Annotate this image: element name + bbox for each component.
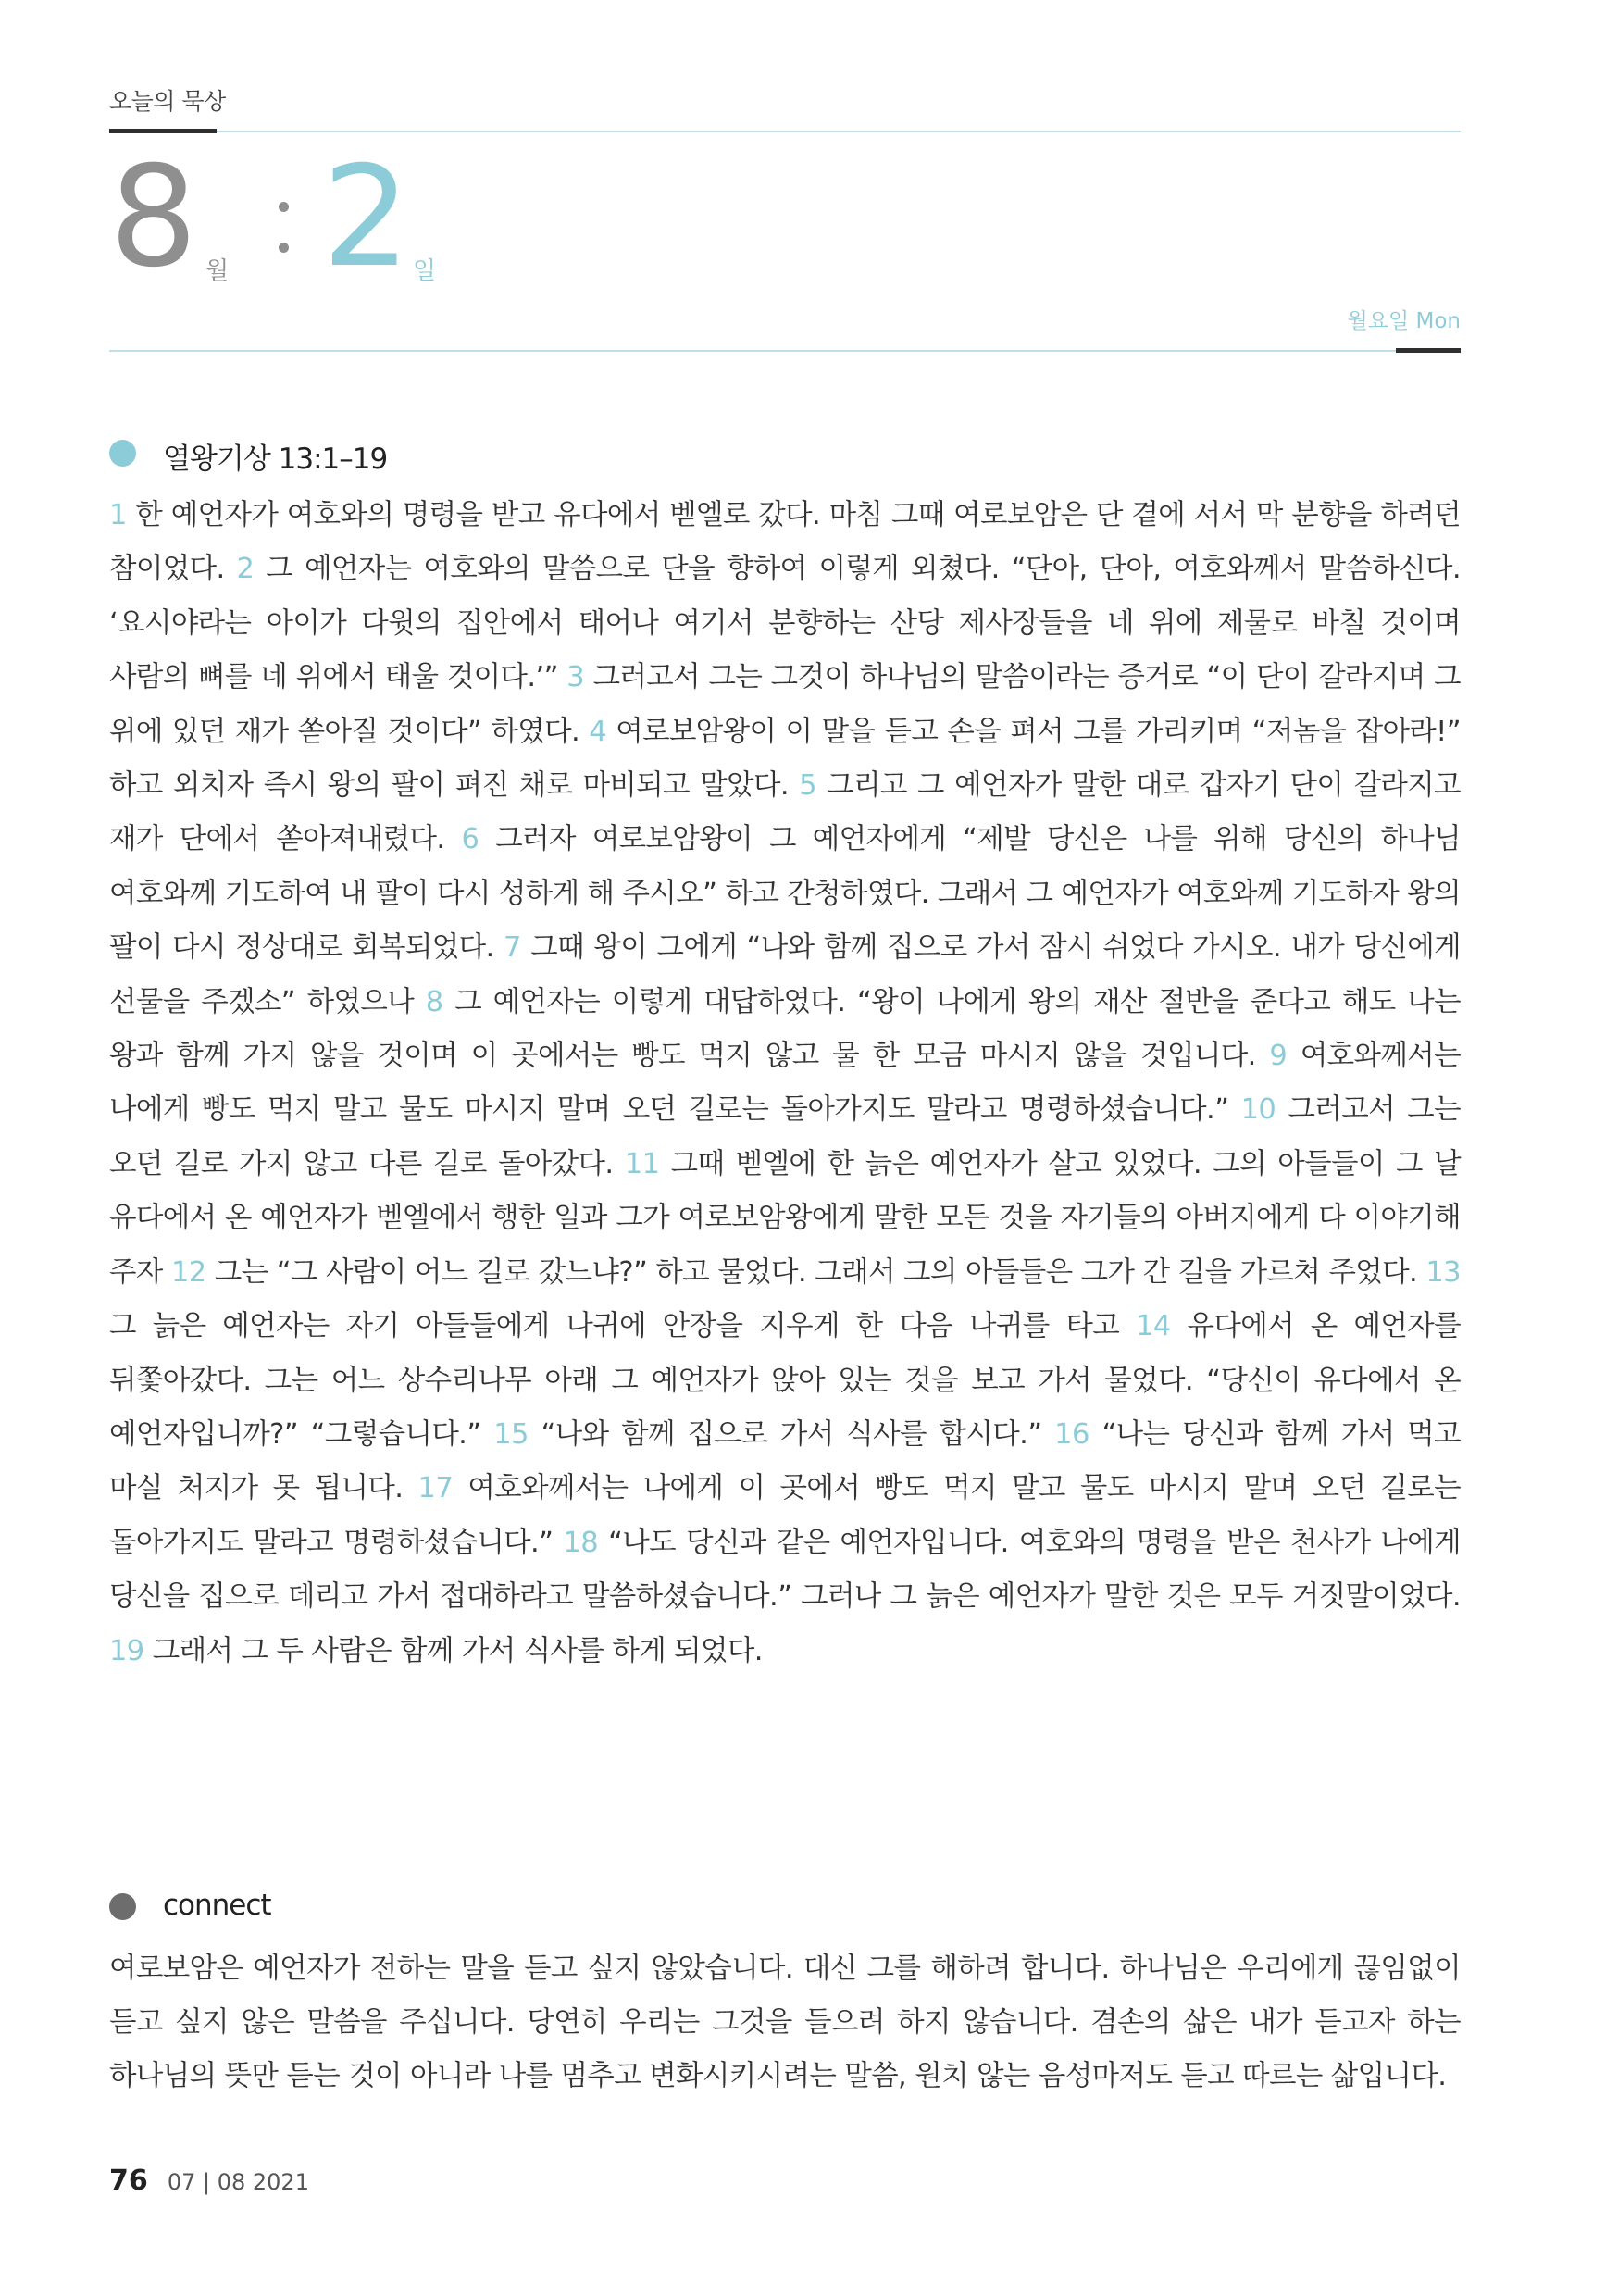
header-divider xyxy=(109,131,1461,132)
header-label: 오늘의 묵상 xyxy=(109,88,226,115)
verse-number: 17 xyxy=(417,1472,454,1505)
verse-number: 15 xyxy=(493,1417,529,1451)
bullet-dot-icon xyxy=(109,1893,136,1920)
verse-text: 그때 벧엘에 한 늙은 예언자가 살고 있었다. 그의 아들들이 그 날 유다에서 온 예언자가 벧엘에서 행한 일과 그가 여로보암왕에게 말한 모든 것을 자기들의 아버지에게 다 이야기해 주자 xyxy=(109,1147,1461,1289)
verse-number: 10 xyxy=(1240,1093,1276,1127)
verse xyxy=(171,1256,1417,1289)
verse-text: 그 예언자는 이렇게 대답하였다. “왕이 나에게 왕의 재산 절반을 준다고 해도 나는 왕과 함께 가지 않을 것이며 이 곳에서는 빵도 먹지 않고 물 한 모금 마시지 않을 것입니다. xyxy=(109,985,1461,1073)
verse-text: “나는 당신과 함께 가서 먹고 마실 처지가 못 됩니다. xyxy=(109,1417,1461,1505)
date-day: 2 xyxy=(322,137,407,298)
verse-number: 4 xyxy=(589,715,607,748)
bullet-dot-icon xyxy=(109,440,136,467)
verse-number: 2 xyxy=(236,553,255,586)
verse xyxy=(109,1635,763,1667)
page-number: 76 xyxy=(109,2165,148,2197)
verse-text: “나와 함께 집으로 가서 식사를 합시다.” xyxy=(541,1417,1042,1451)
connect-text: 여로보암은 예언자가 전하는 말을 듣고 싶지 않았습니다. 대신 그를 해하려 합니다. 하나님은 우리에게 끊임없이 듣고 싶지 않은 말씀을 주십니다. 당연히 우리는 그것을 들으려 하지 않습니다. 겸손의 삶은 내가 듣고자 하는 하나님의 뜻만 듣는 것이 아니라 나를 멈추고 변화시키시려는 말씀, 원치 않는 음성마저도 듣고 따르는 삶입니다. xyxy=(109,1953,1461,2092)
connect-title: connect xyxy=(163,1889,271,1922)
verse xyxy=(493,1418,1041,1451)
verse-number: 8 xyxy=(425,985,443,1018)
verse-text: 그 예언자는 여호와의 말씀으로 단을 향하여 이렇게 외쳤다. “단아, 단아, 여호와께서 말씀하신다. ‘요시야라는 아이가 다윗의 집안에서 태어나 여기서 분향하는 산당 제사장들을 네 위에 제물로 바칠 것이며 사람의 뼈를 네 위에서 태울 것이다.’” xyxy=(109,553,1461,694)
header-divider-accent xyxy=(109,129,217,133)
verse-number: 11 xyxy=(624,1147,660,1180)
verse-text: 그러자 여로보암왕이 그 예언자에게 “제발 당신은 나를 위해 당신의 하나님 여호와께 기도하여 내 팔이 다시 성하게 해 주시오” 하고 간청하였다. 그래서 그 예언자가 여호와께 기도하자 왕의 팔이 다시 정상대로 회복되었다. xyxy=(109,823,1461,965)
issue-date: 07 | 08 2021 xyxy=(167,2169,309,2195)
verse-text: 여호와께서는 나에게 빵도 먹지 말고 물도 마시지 말며 오던 길로는 돌아가지도 말라고 명령하셨습니다.” xyxy=(109,1040,1461,1127)
date-colon-bottom-dot xyxy=(279,243,289,253)
scripture-passage xyxy=(109,489,1461,1678)
page-footer xyxy=(109,2165,309,2197)
verse-number: 7 xyxy=(503,931,521,965)
verse-text: 그래서 그 두 사람은 함께 가서 식사를 하게 되었다. xyxy=(152,1634,763,1667)
verse-text: 그때 왕이 그에게 “나와 함께 집으로 가서 잠시 쉬었다 가시오. 내가 당신에게 선물을 주겠소” 하였으나 xyxy=(109,931,1461,1018)
verse-text: 그리고 그 예언자가 말한 대로 갑자기 단이 갈라지고 재가 단에서 쏟아져내렸다. xyxy=(109,769,1461,856)
verse-number: 14 xyxy=(1136,1310,1171,1343)
verse-number: 9 xyxy=(1269,1040,1288,1073)
weekday-label: 월요일 Mon xyxy=(1347,309,1461,333)
verse-text: 여로보암왕이 이 말을 듣고 손을 펴서 그를 가리키며 “저놈을 잡아라!” 하고 외치자 즉시 왕의 팔이 펴진 채로 마비되고 말았다. xyxy=(109,715,1462,803)
verse-number: 3 xyxy=(566,661,585,694)
date-day-unit: 일 xyxy=(413,257,437,285)
verse-number: 19 xyxy=(109,1634,144,1667)
date-month-unit: 월 xyxy=(205,257,230,285)
verse-text: 그러고서 그는 그것이 하나님의 말씀이라는 증거로 “이 단이 갈라지며 그 위에 있던 재가 쏟아질 것이다” 하였다. xyxy=(109,661,1461,748)
verse-text: “나도 당신과 같은 예언자입니다. 여호와의 명령을 받은 천사가 나에게 당신을 집으로 데리고 가서 접대하라고 말씀하셨습니다.” 그러나 그 늙은 예언자가 말한 것은 모두 거짓말이었다. xyxy=(109,1526,1461,1614)
verse-text: 그러고서 그는 오던 길로 가지 않고 다른 길로 돌아갔다. xyxy=(109,1093,1461,1180)
date-divider-accent xyxy=(1396,348,1461,353)
verse-number: 18 xyxy=(563,1526,599,1559)
date-divider xyxy=(109,350,1461,352)
verse-text: 한 예언자가 여호와의 명령을 받고 유다에서 벧엘로 갔다. 마침 그때 여로보암은 단 곁에 서서 막 분향을 하려던 참이었다. xyxy=(109,499,1461,586)
verse-number: 6 xyxy=(461,823,479,856)
verse-number: 16 xyxy=(1054,1417,1089,1451)
verse-number: 12 xyxy=(170,1255,206,1289)
verse-number: 5 xyxy=(799,769,816,803)
verse-number: 13 xyxy=(1425,1255,1461,1289)
verse-text: 그는 “그 사람이 어느 길로 갔느냐?” 하고 물었다. 그래서 그의 아들들은 그가 간 길을 가르쳐 주었다. xyxy=(214,1255,1418,1289)
verse-text: 여호와께서는 나에게 이 곳에서 빵도 먹지 말고 물도 마시지 말며 오던 길로는 돌아가지도 말라고 명령하셨습니다.” xyxy=(109,1472,1461,1559)
date-colon-top-dot xyxy=(279,202,289,212)
verse-number: 1 xyxy=(109,499,127,531)
date-month: 8 xyxy=(109,137,194,298)
verse-text: 그 늙은 예언자는 자기 아들들에게 나귀에 안장을 지우게 한 다음 나귀를 타고 xyxy=(109,1310,1120,1343)
verse-text: 유다에서 온 예언자를 뒤쫓아갔다. 그는 어느 상수리나무 아래 그 예언자가 앉아 있는 것을 보고 가서 물었다. “당신이 유다에서 온 예언자입니까?” “그렇습니다.” xyxy=(109,1310,1461,1451)
scripture-reference: 열왕기상 13:1–19 xyxy=(163,443,388,476)
